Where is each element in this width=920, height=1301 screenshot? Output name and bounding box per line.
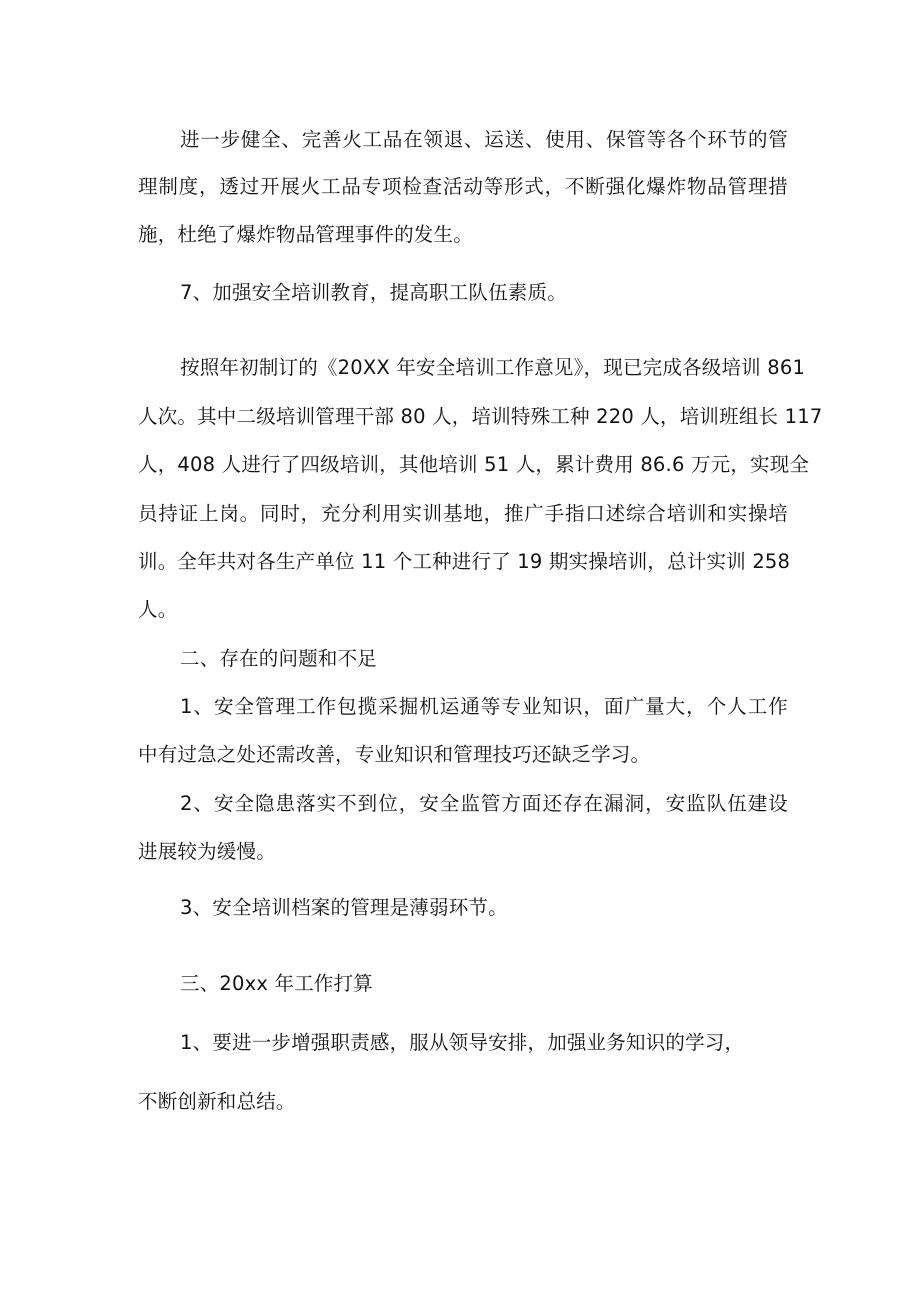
- paragraph-line: 中有过急之处还需改善，专业知识和管理技巧还缺乏学习。: [138, 743, 651, 766]
- paragraph-line: 施，杜绝了爆炸物品管理事件的发生。: [138, 223, 473, 246]
- section-heading: 三、20xx 年工作打算: [180, 972, 373, 995]
- paragraph-line: 理制度，透过开展火工品专项检查活动等形式，不断强化爆炸物品管理措: [138, 175, 788, 198]
- paragraph-line: 训。全年共对各生产单位 11 个工种进行了 19 期实操培训，总计实训 258: [138, 550, 791, 573]
- paragraph-line: 人次。其中二级培训管理干部 80 人，培训特殊工种 220 人，培训班组长 117: [138, 405, 823, 428]
- section-heading: 7、加强安全培训教育，提高职工队伍素质。: [180, 281, 567, 304]
- paragraph-line: 3、安全培训档案的管理是薄弱环节。: [180, 896, 508, 919]
- paragraph-line: 员持证上岗。同时，充分利用实训基地，推广手指口述综合培训和实操培: [138, 502, 788, 525]
- paragraph-line: 2、安全隐患落实不到位，安全监管方面还存在漏洞，安监队伍建设: [180, 792, 788, 815]
- paragraph-line: 按照年初制订的《20XX 年安全培训工作意见》，现已完成各级培训 861: [180, 356, 806, 379]
- paragraph-line: 1、安全管理工作包揽采掘机运通等专业知识，面广量大，个人工作: [180, 695, 788, 718]
- paragraph-line: 进展较为缓慢。: [138, 840, 276, 863]
- paragraph-line: 进一步健全、完善火工品在领退、运送、使用、保管等各个环节的管: [180, 128, 788, 151]
- paragraph-line: 1、要进一步增强职责感，服从领导安排，加强业务知识的学习，: [180, 1031, 745, 1054]
- paragraph-line: 人，408 人进行了四级培训，其他培训 51 人，累计费用 86.6 万元，实现全: [138, 453, 810, 476]
- section-heading: 二、存在的问题和不足: [180, 647, 378, 670]
- paragraph-line: 人。: [138, 598, 178, 621]
- paragraph-line: 不断创新和总结。: [138, 1090, 296, 1113]
